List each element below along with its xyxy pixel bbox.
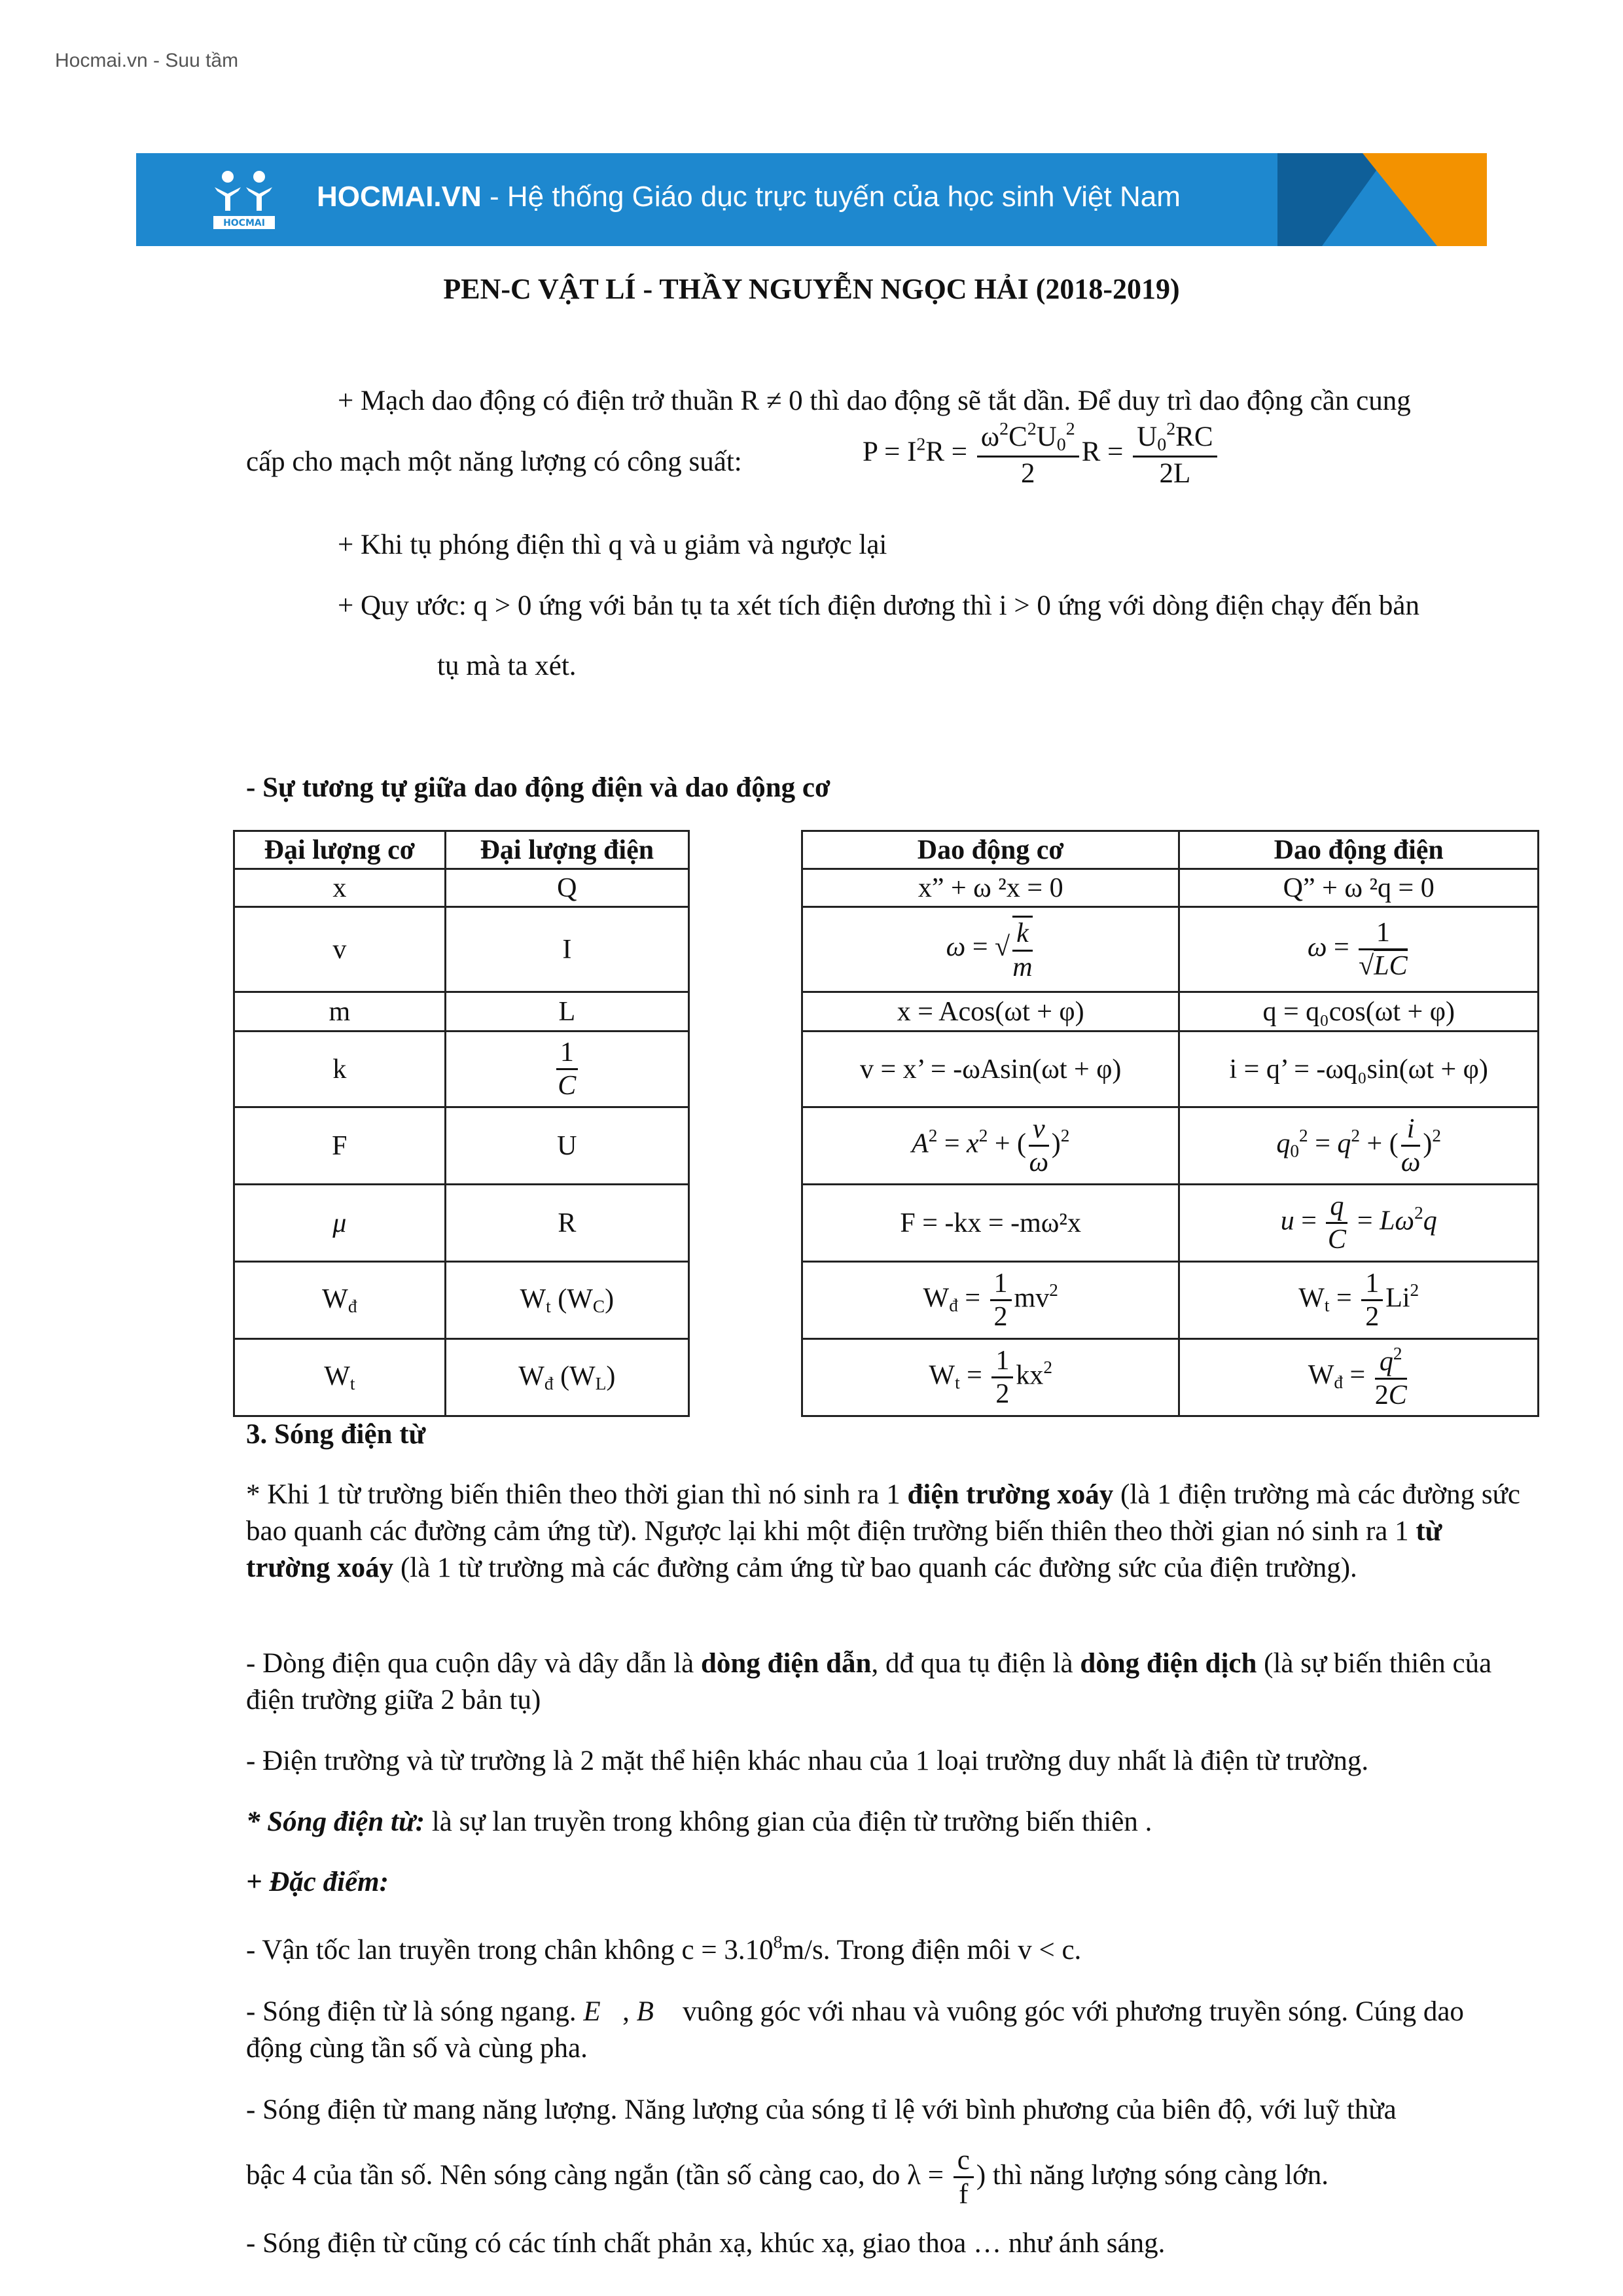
intro-line-1: + Mạch dao động có điện trở thuần R ≠ 0 thì dao động sẽ tắt dần. Để duy trì dao động cần cung (338, 386, 1411, 416)
cell: $W_đ$ = $\frac{q^2}{2C}$ (1179, 1339, 1539, 1416)
cell: I (445, 907, 688, 992)
section-3-paragraph-6: - Vận tốc lan truyền trong chân không $c = 3.10^8m/s$. Trong điện môi v < c. (246, 1932, 1082, 1965)
cell: u = $\frac{q}{C}$ = $L\omega^2q$ (1179, 1185, 1539, 1262)
table-row (234, 869, 689, 907)
brand-name: HOCMAI.VN (317, 181, 482, 213)
power-formula: $P = I^2R$ = $\frac{\omega^2C^2U_0^2}{2}$ R = $\frac{U_0^2RC}{2L}$ (863, 419, 1220, 490)
cell: q = q₀cos(ωt + φ) (1179, 992, 1539, 1031)
cell: $q_0^2 = q^2$ + ( $\frac{i}{\omega}$ )$^2$ (1179, 1107, 1539, 1185)
cell: m (234, 992, 446, 1031)
cell: L (445, 992, 688, 1031)
cell: i = q’ = -ωq₀sin(ωt + φ) (1179, 1031, 1539, 1107)
intro-line-3: + Khi tụ phóng điện thì q và u giảm và ngược lại (338, 529, 887, 560)
cell: ω = √ $\frac{k}{m}$ (802, 907, 1179, 992)
section-3-paragraph-2: - Dòng điện qua cuộn dây và dây dẫn là dòng điện dẫn, dđ qua tụ điện là dòng điện dịch (là sự biến thiên của điện trường giữa 2 bản tụ) (246, 1648, 1492, 1715)
table-row (802, 1185, 1539, 1262)
banner-orange-stripe (1363, 153, 1487, 246)
section-3-paragraph-5: + Đặc điểm: (246, 1867, 389, 1897)
cell: F (234, 1107, 446, 1185)
cell: $W_t$ = $\frac{1}{2}$ $kx^2$ (802, 1339, 1179, 1416)
table-row (234, 1185, 689, 1262)
table-row (234, 992, 689, 1031)
cell: $\frac{1}{C}$ (445, 1031, 688, 1107)
cell: Q (445, 869, 688, 907)
table-row (802, 992, 1539, 1031)
intro-line-5: tụ mà ta xét. (437, 651, 577, 681)
cell: x” + ω ²x = 0 (802, 869, 1179, 907)
table-row (802, 869, 1539, 907)
table-header: Đại lượng điện (445, 831, 688, 869)
table-row (234, 907, 689, 992)
source-note: Hocmai.vn - Suu tầm (55, 50, 239, 71)
intro-line-2: cấp cho mạch một năng lượng có công suất: (246, 446, 742, 477)
table-row (234, 1031, 689, 1107)
cell: $W_t$ = $\frac{1}{2}$ Li$^2$ (1179, 1262, 1539, 1339)
cell: Q” + ω ²q = 0 (1179, 869, 1539, 907)
hocmai-banner[interactable] (136, 153, 1487, 246)
cell: k (234, 1031, 446, 1107)
cell: x = Acos(ωt + φ) (802, 992, 1179, 1031)
section-3-paragraph-7: - Sóng điện từ là sóng ngang. E⃗, B⃗ vuông góc với nhau và vuông góc với phương truyền sóng. Cúng dao động cùng tần số và cùng pha. (246, 1996, 1464, 2064)
table-row (802, 907, 1539, 992)
table-header: Đại lượng cơ (234, 831, 446, 869)
cell: $W_t$ (234, 1339, 446, 1416)
logo-text: HOCMAI (223, 218, 265, 228)
cell: $A^2 = x^2$ + ( $\frac{v}{\omega}$ )$^2$ (802, 1107, 1179, 1185)
cell: R (445, 1185, 688, 1262)
section-3-paragraph-10: - Sóng điện từ cũng có các tính chất phản xạ, khúc xạ, giao thoa … như ánh sáng. (246, 2228, 1166, 2259)
table-row (234, 1107, 689, 1185)
table-row (802, 1031, 1539, 1107)
cell: v (234, 907, 446, 992)
cell: $W_đ$ $(W_L)$ (445, 1339, 688, 1416)
page-title: PEN-C VẬT LÍ - THẦY NGUYỄN NGỌC HẢI (2018-2019) (443, 273, 1180, 305)
table-row (802, 1107, 1539, 1185)
cell: F = -kx = -mω²x (802, 1185, 1179, 1262)
analogy-heading: - Sự tương tự giữa dao động điện và dao động cơ (246, 772, 830, 803)
analogy-table-left (233, 830, 690, 1417)
table-row (802, 1262, 1539, 1339)
section-3-heading: 3. Sóng điện từ (246, 1419, 426, 1450)
banner-text (317, 181, 1181, 213)
section-3-paragraph-3: - Điện trường và từ trường là 2 mặt thể hiện khác nhau của 1 loại trường duy nhất là điện từ trường. (246, 1746, 1369, 1776)
tagline: - Hệ thống Giáo dục trực tuyến của học sinh Việt Nam (481, 181, 1181, 213)
table-row (802, 1339, 1539, 1416)
section-3-paragraph-9: bậc 4 của tần số. Nên sóng càng ngắn (tần số càng cao, do λ = $\frac{c}{f}$ ) thì năng lượng sóng càng lớn. (246, 2145, 1329, 2210)
cell: $W_đ$ = $\frac{1}{2}$ $mv^2$ (802, 1262, 1179, 1339)
section-3-paragraph-1: * Khi 1 từ trường biến thiên theo thời gian thì nó sinh ra 1 điện trường xoáy (là 1 điện trường mà các đường sức bao quanh các đường cảm ứng từ). Ngược lại khi một điện trường biến thiên theo thời gian nó sinh ra 1 từ trường xoáy (là 1 từ trường mà các đường cảm ứng từ bao quanh các đường sức của điện trường). (246, 1479, 1520, 1583)
section-3-paragraph-8: - Sóng điện từ mang năng lượng. Năng lượng của sóng tỉ lệ với bình phương của biên độ, với luỹ thừa (246, 2094, 1397, 2125)
hocmai-logo-icon (208, 168, 280, 233)
cell: U (445, 1107, 688, 1185)
cell: μ (234, 1185, 446, 1262)
intro-line-4: + Quy ước: q > 0 ứng với bản tụ ta xét tích điện dương thì i > 0 ứng với dòng điện chạy đến bản (338, 590, 1419, 621)
cell: $W_t$ $(W_C)$ (445, 1262, 688, 1339)
table-row (234, 1262, 689, 1339)
table-header: Dao động điện (1179, 831, 1539, 869)
cell: v = x’ = -ωAsin(ωt + φ) (802, 1031, 1179, 1107)
cell: $W_đ$ (234, 1262, 446, 1339)
table-header: Dao động cơ (802, 831, 1179, 869)
cell: ω = $\frac{1}{√LC}$ (1179, 907, 1539, 992)
table-row (234, 1339, 689, 1416)
banner-dark-stripe (1277, 153, 1389, 246)
section-3-paragraph-4: * Sóng điện từ: là sự lan truyền trong không gian của điện từ trường biến thiên . (246, 1806, 1152, 1837)
analogy-table-right (801, 830, 1539, 1417)
cell: x (234, 869, 446, 907)
